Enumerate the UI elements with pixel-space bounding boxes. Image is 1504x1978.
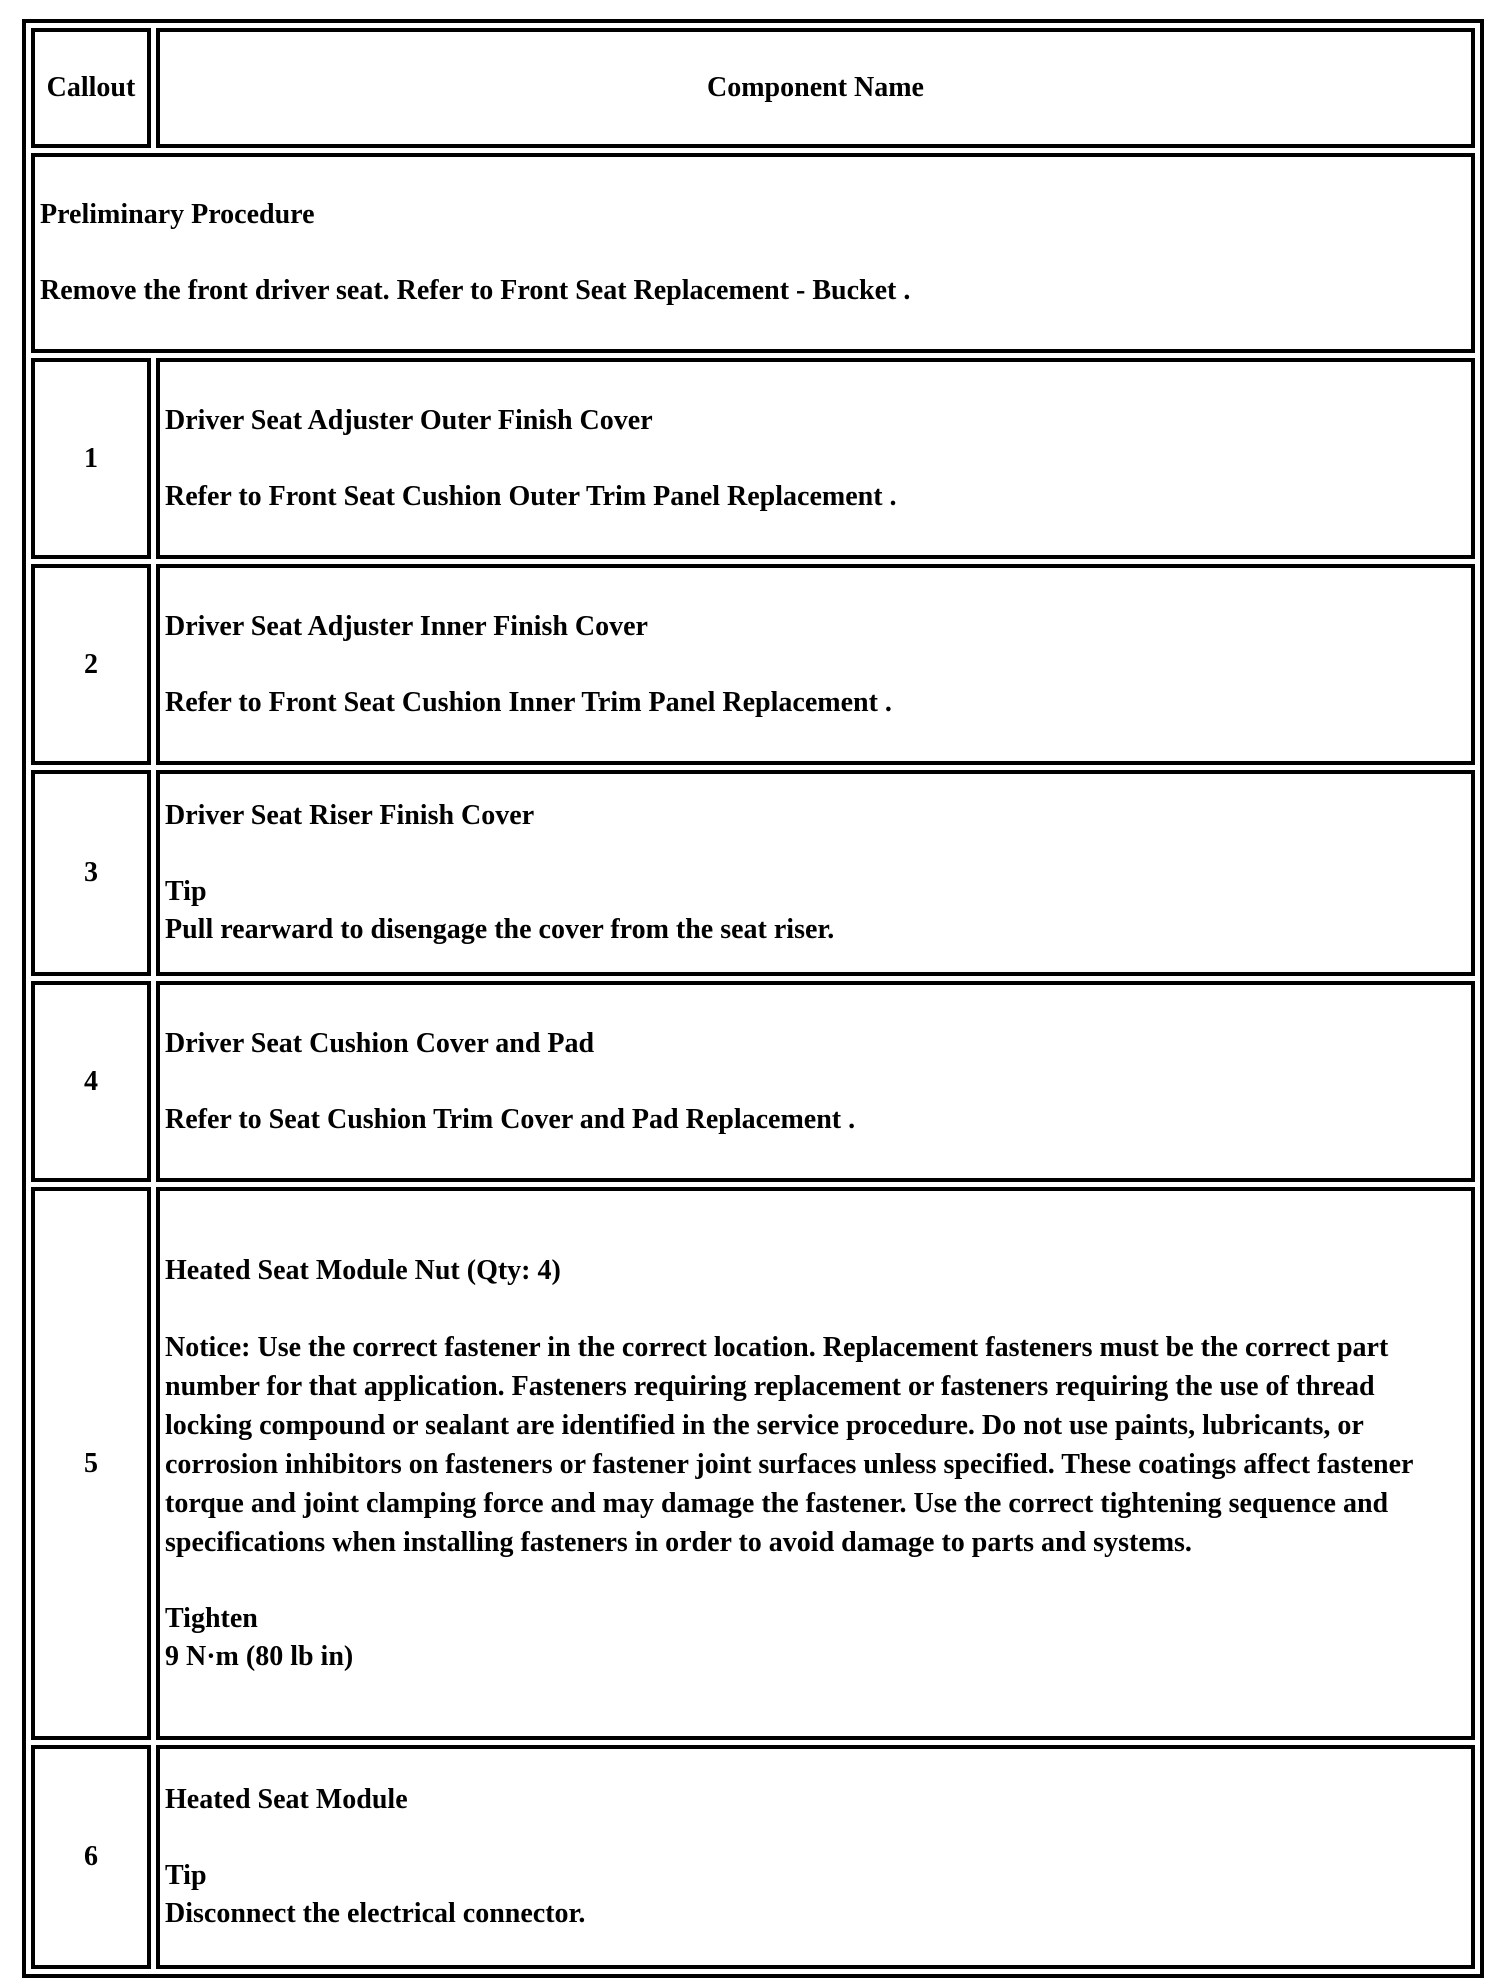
tip-label: Tip <box>165 876 207 907</box>
tip-text: Pull rearward to disengage the cover from the seat riser. <box>165 914 835 945</box>
procedure-page <box>22 19 1484 1978</box>
tip-label: Tip <box>165 1860 207 1891</box>
component-cell <box>156 1187 1475 1740</box>
component-name: Driver Seat Riser Finish Cover <box>165 800 535 831</box>
callout-number: 2 <box>31 564 151 765</box>
callout-header: Callout <box>31 28 151 148</box>
component-note: Refer to Front Seat Cushion Outer Trim Panel Replacement . <box>165 480 897 512</box>
tighten-label: Tighten <box>165 1602 258 1634</box>
table-row <box>31 1745 1475 1969</box>
table-row <box>31 1187 1475 1740</box>
component-name: Driver Seat Cushion Cover and Pad <box>165 1027 595 1059</box>
torque-spec: 9 N·m (80 lb in) <box>165 1640 354 1672</box>
preliminary-text: Remove the front driver seat. Refer to Front Seat Replacement - Bucket . <box>40 275 911 306</box>
component-name-header: Component Name <box>156 28 1475 148</box>
tip-text: Disconnect the electrical connector. <box>165 1898 586 1929</box>
callout-number: 4 <box>31 981 151 1182</box>
component-cell <box>156 770 1475 976</box>
callout-number: 1 <box>31 358 151 559</box>
table-row <box>31 564 1475 765</box>
table-row <box>31 770 1475 976</box>
callout-number: 6 <box>31 1745 151 1969</box>
component-cell <box>156 1745 1475 1969</box>
component-note: Refer to Seat Cushion Trim Cover and Pad Replacement . <box>165 1103 856 1135</box>
fastener-notice: Notice: Use the correct fastener in the correct location. Replacement fasteners must be the correct part number for that application. Fasteners requiring replacement or fasteners requiring the use of thread locking compound or sealant are identified in the service procedure. Do not use paints, lubricants, or corrosion inhibitors on fasteners or fastener joint surfaces unless specified. These coatings affect fastener torque and joint clamping force and may damage the fastener. Use the correct tightening sequence and specifications when installing fasteners in order to avoid damage to parts and systems. <box>165 1331 1413 1558</box>
table-row <box>31 981 1475 1182</box>
component-name: Heated Seat Module <box>165 1784 408 1815</box>
component-cell <box>156 981 1475 1182</box>
component-note: Refer to Front Seat Cushion Inner Trim Panel Replacement . <box>165 686 892 718</box>
preliminary-title: Preliminary Procedure <box>40 199 315 230</box>
component-name: Heated Seat Module Nut (Qty: 4) <box>165 1254 561 1286</box>
table-row <box>31 358 1475 559</box>
table-header-row <box>31 28 1475 148</box>
preliminary-row <box>31 153 1475 353</box>
component-name: Driver Seat Adjuster Inner Finish Cover <box>165 610 648 642</box>
callout-number: 3 <box>31 770 151 976</box>
component-table <box>22 19 1484 1978</box>
callout-number: 5 <box>31 1187 151 1740</box>
component-cell <box>156 564 1475 765</box>
preliminary-cell <box>31 153 1475 353</box>
component-name: Driver Seat Adjuster Outer Finish Cover <box>165 404 653 436</box>
component-cell <box>156 358 1475 559</box>
